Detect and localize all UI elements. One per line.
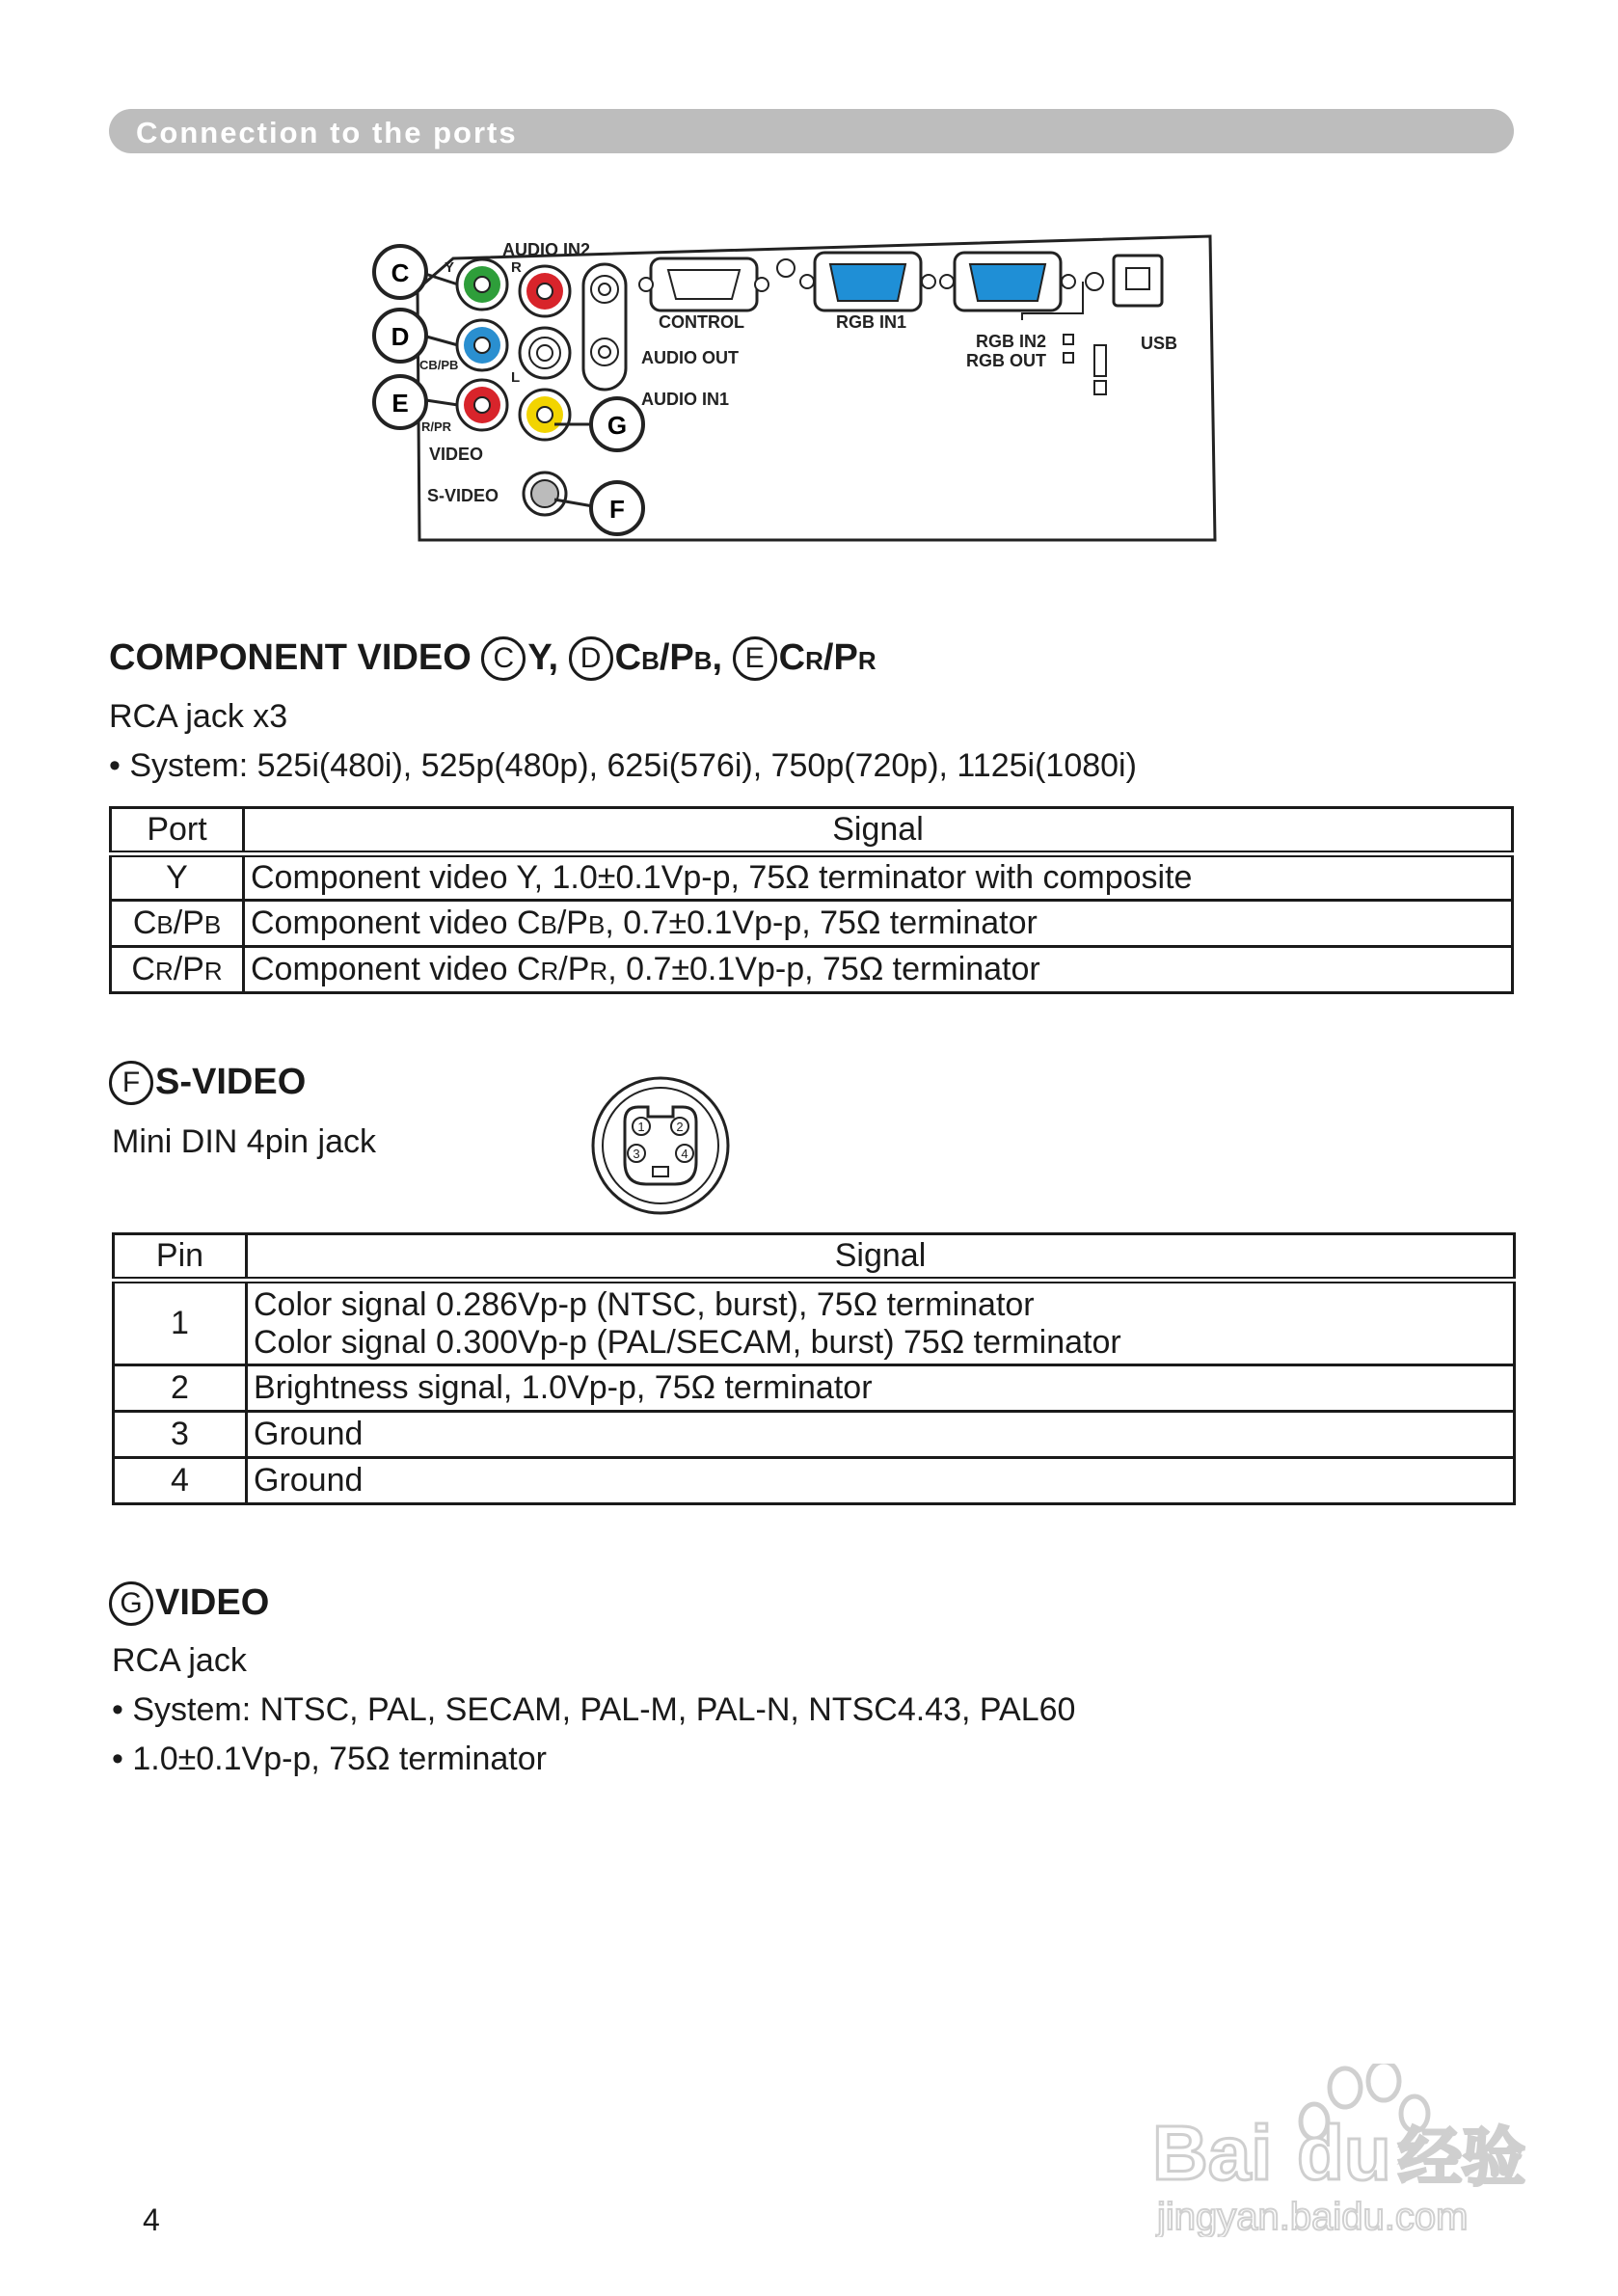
audio-in2-l-jack [520, 328, 570, 378]
s-video-signal-table [112, 1232, 1516, 1505]
callout-d [374, 310, 426, 362]
watermark-url: jingyan.baidu.com [1157, 2196, 1469, 2237]
label-control: CONTROL [659, 312, 744, 332]
table-row: 1 Color signal 0.286Vp-p (NTSC, burst), 75Ω terminator Color signal 0.300Vp-p (PAL/SECAM, burst) 75Ω terminator [114, 1281, 1515, 1365]
audio-out-in1-jacks [583, 264, 626, 390]
label-audio-out: AUDIO OUT [641, 348, 739, 367]
callout-e-inline: E [733, 636, 777, 681]
label-video: VIDEO [429, 445, 484, 464]
s-video-jack [524, 473, 566, 515]
audio-in2-r-jack [520, 266, 570, 316]
component-system-text: • System: 525i(480i), 525p(480p), 625i(576i), 750p(720p), 1125i(1080i) [109, 747, 1137, 784]
video-spec-text: • 1.0±0.1Vp-p, 75Ω terminator [112, 1741, 547, 1777]
table-row: CR/PR Component video CR/PR, 0.7±0.1Vp-p, 75Ω terminator [111, 947, 1513, 993]
callout-f [591, 482, 643, 534]
port-header: Port [111, 808, 244, 854]
watermark-bai: Bai [1152, 2110, 1273, 2196]
video-jack [520, 390, 570, 440]
label-y: Y [445, 259, 455, 276]
svg-text:G: G [607, 411, 628, 440]
pin-3-label: 3 [633, 1147, 640, 1161]
mini-din-4pin-diagram [588, 1073, 733, 1218]
label-r: R [511, 259, 522, 276]
cr-pr-jack [457, 380, 507, 430]
y-jack [457, 259, 507, 310]
video-title: G VIDEO [109, 1581, 269, 1626]
table-row: 2 Brightness signal, 1.0Vp-p, 75Ω terminator [114, 1365, 1515, 1412]
page-number: 4 [143, 2202, 160, 2237]
control-port [639, 258, 769, 311]
label-cr-pr: R/PR [421, 419, 452, 434]
label-rgb-out: RGB OUT [966, 351, 1046, 370]
video-jack-text: RCA jack [112, 1642, 247, 1679]
callout-c-inline: C [481, 636, 526, 681]
video-system-text: • System: NTSC, PAL, SECAM, PAL-M, PAL-N, NTSC4.43, PAL60 [112, 1691, 1076, 1728]
port-panel-diagram [362, 231, 1229, 550]
rgb-in2-out-port [940, 253, 1103, 320]
label-cb-pb: CB/PB [419, 358, 459, 372]
callout-c [374, 246, 426, 298]
usb-port [1114, 256, 1162, 306]
baidu-watermark [1152, 2064, 1557, 2242]
table-row: Y Component video Y, 1.0±0.1Vp-p, 75Ω terminator with composite [111, 854, 1513, 901]
signal-header: Signal [247, 1234, 1515, 1281]
s-video-jack-text: Mini DIN 4pin jack [112, 1123, 376, 1160]
table-row: CB/PB Component video CB/PB, 0.7±0.1Vp-p, 75Ω terminator [111, 901, 1513, 947]
section-header-title: Connection to the ports [136, 116, 518, 149]
callout-e [374, 376, 426, 428]
table-row: 4 Ground [114, 1458, 1515, 1504]
svg-text:D: D [391, 322, 410, 351]
label-rgb-in2: RGB IN2 [976, 332, 1047, 351]
callout-g [591, 398, 643, 450]
label-usb: USB [1141, 334, 1178, 353]
rgb-in1-port [800, 253, 935, 311]
cb-pb-jack [457, 320, 507, 370]
svg-text:C: C [391, 258, 410, 287]
pin-4-label: 4 [681, 1147, 688, 1161]
callout-g-inline: G [109, 1581, 153, 1626]
watermark-jingyan: 经验 [1398, 2121, 1525, 2193]
s-video-title: F S-VIDEO [109, 1061, 306, 1105]
section-header-bar [109, 109, 1514, 153]
label-s-video: S-VIDEO [427, 486, 499, 505]
label-audio-in2: AUDIO IN2 [502, 240, 591, 259]
svg-text:E: E [391, 389, 409, 418]
pin-2-label: 2 [676, 1120, 684, 1134]
label-l: L [511, 369, 521, 386]
pin-header: Pin [114, 1234, 247, 1281]
component-video-title: COMPONENT VIDEO C Y, D CB/PB, E CR/PR [109, 636, 876, 681]
watermark-du: du [1297, 2110, 1391, 2196]
callout-f-inline: F [109, 1061, 153, 1105]
label-audio-in1: AUDIO IN1 [641, 390, 730, 409]
table-row: 3 Ground [114, 1412, 1515, 1458]
callout-d-inline: D [569, 636, 613, 681]
signal-header: Signal [244, 808, 1513, 854]
label-rgb-in1: RGB IN1 [836, 312, 907, 332]
svg-text:F: F [609, 495, 625, 524]
component-signal-table [109, 806, 1514, 994]
component-jack-text: RCA jack x3 [109, 698, 288, 735]
pin-1-label: 1 [637, 1120, 645, 1134]
